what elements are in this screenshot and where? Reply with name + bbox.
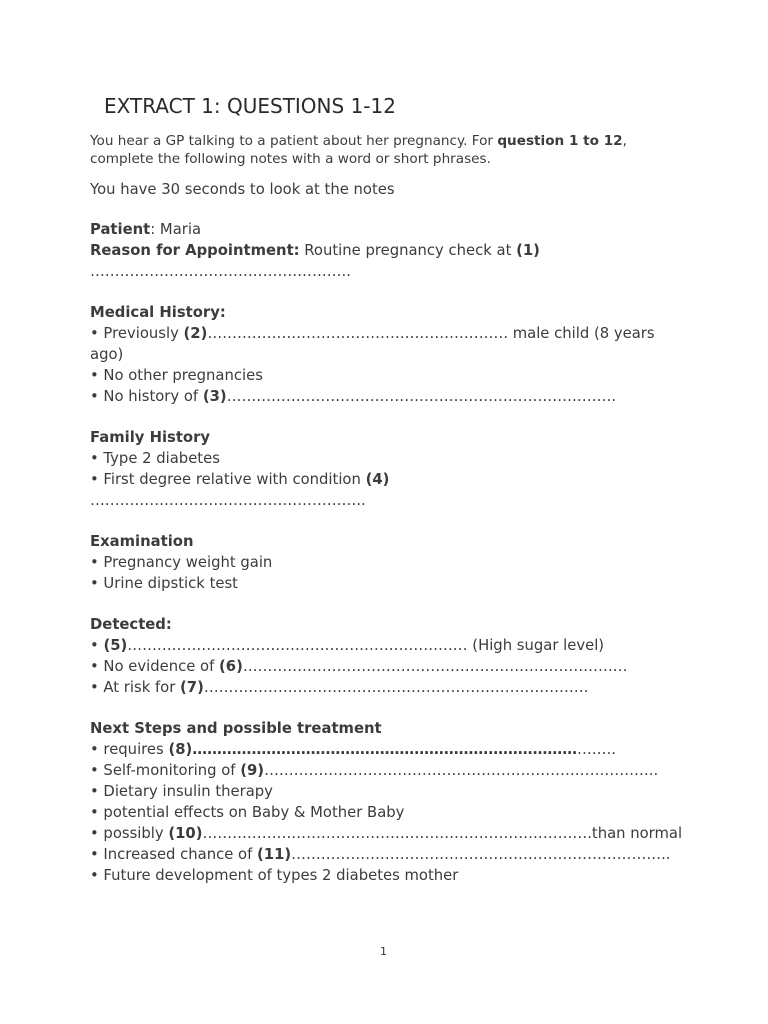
patient-label: Patient xyxy=(90,221,151,238)
medical-history-item-previously: • Previously (2)……………………………………………………. male child (8 years ago) xyxy=(90,325,655,363)
intro-text-part2: , complete the following notes with a word or short phrases. xyxy=(90,133,627,167)
medical-history-heading: Medical History: xyxy=(90,304,226,321)
question-4-number: (4) xyxy=(365,471,390,488)
next-steps-item-9: • Self-monitoring of (9)…………………………………………………………………….. xyxy=(90,762,659,779)
medical-history-item-no-history: • No history of (3)……………………………………………………………………. xyxy=(90,388,617,405)
question-3-number: (3) xyxy=(202,388,227,405)
next-steps-item-11: • Increased chance of (11)………………………………………………………………….. xyxy=(90,846,671,863)
detected-item-7: • At risk for (7)…………………………………………………………………… xyxy=(90,679,589,696)
intro-question-range: question 1 to 12 xyxy=(497,133,623,149)
next-steps-item-future: • Future development of types 2 diabetes mother xyxy=(90,867,459,884)
next-steps-item-effects: • potential effects on Baby & Mother Baby xyxy=(90,804,405,821)
page-number: 1 xyxy=(380,945,387,958)
question-5-number: (5) xyxy=(103,637,128,654)
examination-item-urine: • Urine dipstick test xyxy=(90,575,238,592)
medical-history-item-no-pregnancies: • No other pregnancies xyxy=(90,367,263,384)
family-history-heading: Family History xyxy=(90,429,211,446)
next-steps-heading: Next Steps and possible treatment xyxy=(90,720,382,737)
detected-heading: Detected: xyxy=(90,616,172,633)
reason-label: Reason for Appointment: xyxy=(90,242,300,259)
question-4-blank: ……………………………………………….. xyxy=(90,492,366,509)
question-1-number: (1) xyxy=(516,242,540,259)
question-8-number: (8)…………………………………………………………………… xyxy=(168,741,577,758)
reason-value: Routine pregnancy check at xyxy=(299,242,517,259)
family-history-item-diabetes: • Type 2 diabetes xyxy=(90,450,220,467)
examination-heading: Examination xyxy=(90,533,194,550)
question-1-blank: …………………………………………….. xyxy=(90,263,351,280)
family-history-item-relative: • First degree relative with condition (4) xyxy=(90,471,390,488)
question-7-number: (7) xyxy=(180,679,204,696)
look-time-note: You have 30 seconds to look at the notes xyxy=(90,181,395,198)
intro-instructions xyxy=(90,132,690,168)
next-steps-item-10: • possibly (10)…………………………………………………………………….than normal xyxy=(90,825,683,842)
next-steps-item-8: • requires (8)………………………………………………………………………….. xyxy=(90,741,617,758)
reason-line xyxy=(90,240,685,261)
next-steps-item-insulin: • Dietary insulin therapy xyxy=(90,783,273,800)
section-gap xyxy=(90,594,685,614)
detected-item-5: • (5)…………………………………………………………… (High sugar level) xyxy=(90,637,605,654)
section-gap xyxy=(90,698,685,718)
patient-line xyxy=(90,219,685,240)
notes-body xyxy=(90,219,685,886)
section-gap xyxy=(90,282,685,302)
question-2-number: (2) xyxy=(183,325,208,342)
intro-text-part1: You hear a GP talking to a patient about her pregnancy. For xyxy=(90,133,498,149)
section-gap xyxy=(90,407,685,427)
question-6-number: (6) xyxy=(219,658,243,675)
question-11-number: (11) xyxy=(257,846,292,863)
patient-value: : Maria xyxy=(150,221,202,238)
section-gap xyxy=(90,511,685,531)
question-9-number: (9) xyxy=(240,762,265,779)
examination-item-weight: • Pregnancy weight gain xyxy=(90,554,273,571)
question-10-number: (10) xyxy=(168,825,203,842)
extract-title: EXTRACT 1: QUESTIONS 1-12 xyxy=(104,94,396,118)
detected-item-6: • No evidence of (6)…………………………………………………………………… xyxy=(90,658,628,675)
